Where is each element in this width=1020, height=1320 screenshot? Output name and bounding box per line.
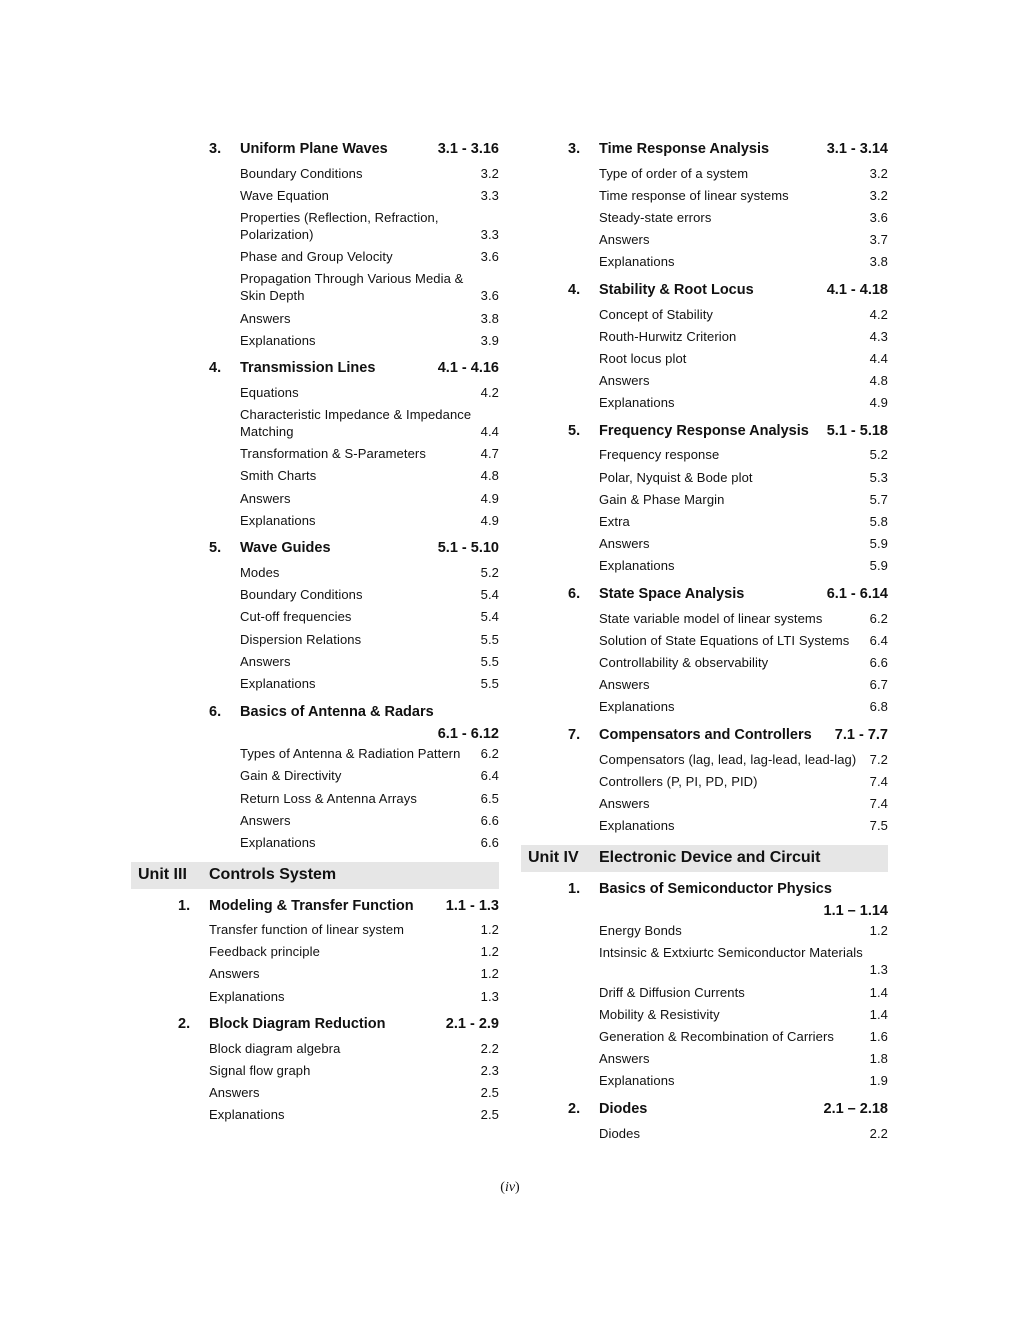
chapter-entries bbox=[599, 607, 888, 718]
toc-entry bbox=[599, 1070, 888, 1092]
entry-title: Boundary Conditions bbox=[240, 165, 363, 181]
chapter-number: 4. bbox=[568, 281, 581, 298]
toc-entry bbox=[240, 307, 499, 329]
toc-entry bbox=[209, 941, 499, 963]
toc-entry bbox=[599, 981, 888, 1003]
entry-title: Signal flow graph bbox=[209, 1063, 311, 1079]
unit-iv-header bbox=[521, 845, 888, 872]
chapter-number: 2. bbox=[568, 1101, 581, 1117]
entry-title: Frequency response bbox=[599, 447, 720, 463]
toc-entry bbox=[599, 607, 888, 629]
toc-entry bbox=[209, 919, 499, 941]
chapter-heading bbox=[178, 895, 499, 917]
toc-entry bbox=[240, 743, 499, 765]
chapter-page-range: 1.1 – 1.14 bbox=[823, 902, 888, 919]
toc-entry bbox=[599, 792, 888, 814]
entry-page-number: 5.5 bbox=[480, 653, 499, 669]
toc-entry bbox=[240, 487, 499, 509]
chapter-heading bbox=[568, 138, 888, 160]
toc-entry bbox=[599, 466, 888, 488]
entry-page-number: 5.2 bbox=[869, 447, 888, 463]
toc-entry bbox=[599, 674, 888, 696]
chapter-heading bbox=[209, 138, 499, 160]
toc-entry bbox=[209, 1037, 499, 1059]
entry-title: Explanations bbox=[599, 558, 675, 574]
toc-entry bbox=[599, 370, 888, 392]
chapter-heading bbox=[568, 724, 888, 746]
entry-title: Answers bbox=[599, 1051, 650, 1067]
right-chapters-group bbox=[521, 138, 888, 837]
entry-page-number: 5.4 bbox=[480, 609, 499, 625]
toc-entry bbox=[599, 510, 888, 532]
entry-title: Explanations bbox=[240, 675, 316, 691]
entry-page-number: 3.2 bbox=[869, 165, 888, 181]
toc-entry bbox=[240, 162, 499, 184]
toc-entry bbox=[240, 561, 499, 583]
entry-page-number: 3.9 bbox=[480, 332, 499, 348]
entry-title: Properties (Reflection, Refraction, Polarization) bbox=[240, 209, 439, 242]
entry-page-number: 5.2 bbox=[480, 565, 499, 581]
toc-entry bbox=[599, 1025, 888, 1047]
toc-entry bbox=[240, 443, 499, 465]
entry-title: Controllers (P, PI, PD, PID) bbox=[599, 773, 758, 789]
unit-label: Unit IV bbox=[528, 849, 579, 867]
entry-page-number: 1.2 bbox=[480, 966, 499, 982]
entry-title: Diodes bbox=[599, 1125, 641, 1141]
chapter-page-range: 5.1 - 5.18 bbox=[826, 422, 888, 439]
chapter-heading bbox=[568, 420, 888, 442]
entry-title: State variable model of linear systems bbox=[599, 610, 823, 626]
toc-entry bbox=[599, 555, 888, 577]
unit-label: Unit III bbox=[138, 866, 187, 883]
entry-page-number: 6.5 bbox=[480, 790, 499, 806]
entry-page-number: 4.4 bbox=[869, 350, 888, 366]
entry-page-number: 4.4 bbox=[480, 424, 499, 440]
toc-chapter bbox=[568, 878, 888, 1092]
chapter-heading bbox=[568, 1098, 888, 1120]
entry-title: Explanations bbox=[599, 395, 675, 411]
entry-title: Answers bbox=[599, 677, 650, 693]
chapter-entries bbox=[599, 162, 888, 273]
chapter-number: 1. bbox=[178, 897, 191, 914]
chapter-heading bbox=[568, 583, 888, 605]
toc-entry bbox=[599, 229, 888, 251]
entry-title: Answers bbox=[240, 490, 291, 506]
toc-entry bbox=[599, 392, 888, 414]
entry-page-number: 4.9 bbox=[480, 512, 499, 528]
entry-page-number: 7.2 bbox=[869, 751, 888, 767]
entry-title: Answers bbox=[240, 812, 291, 828]
entry-page-number: 1.4 bbox=[869, 984, 888, 1000]
entry-title: Intsinsic & Extxiurtc Semiconductor Materials bbox=[599, 945, 863, 961]
chapter-page-range: 6.1 - 6.14 bbox=[826, 586, 888, 602]
chapter-entries bbox=[240, 162, 499, 351]
chapter-entries bbox=[240, 743, 499, 854]
toc-entry bbox=[599, 1048, 888, 1070]
entry-title: Answers bbox=[599, 373, 650, 389]
toc-entry bbox=[599, 1122, 888, 1144]
chapter-page-range: 6.1 - 6.12 bbox=[437, 725, 499, 742]
entry-title: Answers bbox=[599, 232, 650, 248]
chapter-page-range: 3.1 - 3.16 bbox=[437, 141, 499, 157]
toc-chapter bbox=[568, 583, 888, 718]
entry-title: Polar, Nyquist & Bode plot bbox=[599, 469, 753, 485]
entry-page-number: 1.3 bbox=[480, 988, 499, 1004]
entry-page-number: 6.2 bbox=[869, 610, 888, 626]
chapter-number: 5. bbox=[568, 422, 581, 439]
toc-entry bbox=[209, 1104, 499, 1126]
toc-entry bbox=[599, 488, 888, 510]
entry-title: Answers bbox=[240, 653, 291, 669]
entry-title: Transfer function of linear system bbox=[209, 922, 405, 938]
entry-page-number: 5.5 bbox=[480, 631, 499, 647]
entry-page-number: 5.3 bbox=[869, 469, 888, 485]
chapter-entries bbox=[599, 444, 888, 577]
entry-title: Driff & Diffusion Currents bbox=[599, 984, 745, 1000]
entry-title: Time response of linear systems bbox=[599, 187, 789, 203]
chapter-number: 6. bbox=[209, 703, 222, 720]
toc-entry bbox=[599, 748, 888, 770]
chapter-number: 3. bbox=[568, 141, 581, 157]
entry-page-number: 5.5 bbox=[480, 675, 499, 691]
entry-title: Explanations bbox=[240, 332, 316, 348]
chapter-entries bbox=[599, 748, 888, 837]
entry-page-number: 1.4 bbox=[869, 1006, 888, 1022]
toc-chapter bbox=[568, 279, 888, 414]
entry-title: Answers bbox=[209, 966, 260, 982]
entry-title: Routh-Hurwitz Criterion bbox=[599, 328, 737, 344]
entry-title: Cut-off frequencies bbox=[240, 609, 352, 625]
toc-entry bbox=[599, 651, 888, 673]
entry-page-number: 1.2 bbox=[480, 922, 499, 938]
chapter-entries bbox=[599, 920, 888, 1092]
toc-right-column bbox=[521, 138, 888, 1150]
entry-page-number: 4.7 bbox=[480, 446, 499, 462]
entry-title: Explanations bbox=[240, 834, 316, 850]
entry-title: Extra bbox=[599, 514, 630, 530]
toc-entry bbox=[240, 606, 499, 628]
chapter-title: Basics of Antenna & Radars bbox=[240, 703, 434, 720]
entry-page-number: 3.2 bbox=[480, 165, 499, 181]
chapter-title: Wave Guides bbox=[240, 540, 331, 557]
chapter-page-range: 5.1 - 5.10 bbox=[437, 540, 499, 557]
toc-entry bbox=[599, 533, 888, 555]
entry-page-number: 5.9 bbox=[869, 536, 888, 552]
chapter-number: 7. bbox=[568, 726, 581, 743]
entry-page-number: 2.3 bbox=[480, 1063, 499, 1079]
entry-page-number: 7.4 bbox=[869, 773, 888, 789]
entry-title: Equations bbox=[240, 384, 299, 400]
entry-page-number: 4.9 bbox=[480, 490, 499, 506]
entry-page-number: 3.8 bbox=[480, 310, 499, 326]
chapter-entries bbox=[240, 381, 499, 531]
toc-entry bbox=[240, 381, 499, 403]
toc-entry bbox=[240, 184, 499, 206]
toc-entry bbox=[599, 770, 888, 792]
unit-iv-chapters bbox=[521, 878, 888, 1145]
entry-title: Type of order of a system bbox=[599, 165, 749, 181]
toc-entry bbox=[209, 1082, 499, 1104]
toc-entry bbox=[240, 329, 499, 351]
chapter-number: 2. bbox=[178, 1016, 191, 1033]
toc-entry bbox=[599, 303, 888, 325]
entry-title: Dispersion Relations bbox=[240, 631, 362, 647]
toc-entry bbox=[240, 672, 499, 694]
chapter-number: 4. bbox=[209, 360, 222, 377]
chapter-page-range: 1.1 - 1.3 bbox=[445, 897, 499, 914]
entry-page-number: 4.3 bbox=[869, 328, 888, 344]
toc-chapter bbox=[568, 138, 888, 273]
entry-page-number: 1.2 bbox=[869, 923, 888, 939]
chapter-entries bbox=[209, 1037, 499, 1126]
entry-title: Characteristic Impedance & Impedance Matching bbox=[240, 407, 472, 440]
toc-entry bbox=[599, 815, 888, 837]
entry-page-number: 4.8 bbox=[869, 373, 888, 389]
entry-page-number: 6.6 bbox=[869, 654, 888, 670]
entry-page-number: 3.3 bbox=[480, 187, 499, 203]
left-chapters-group bbox=[131, 138, 499, 854]
entry-title: Answers bbox=[599, 795, 650, 811]
entry-page-number: 7.4 bbox=[869, 795, 888, 811]
chapter-title: Transmission Lines bbox=[240, 360, 376, 377]
page-number: (iv) bbox=[500, 1180, 520, 1195]
entry-title: Explanations bbox=[599, 818, 675, 834]
toc-chapter bbox=[209, 357, 499, 531]
toc-entry bbox=[209, 1059, 499, 1081]
entry-page-number: 3.8 bbox=[869, 254, 888, 270]
entry-title: Explanations bbox=[240, 512, 316, 528]
chapter-page-range: 4.1 - 4.16 bbox=[437, 360, 499, 377]
entry-title: Propagation Through Various Media & Skin Depth bbox=[240, 271, 464, 304]
chapter-title: Stability & Root Locus bbox=[599, 281, 754, 298]
toc-entry bbox=[599, 629, 888, 651]
entry-page-number: 5.8 bbox=[869, 514, 888, 530]
chapter-heading bbox=[209, 701, 499, 723]
chapter-title: Block Diagram Reduction bbox=[209, 1016, 386, 1033]
entry-page-number: 3.6 bbox=[480, 288, 499, 304]
toc-chapter bbox=[568, 420, 888, 577]
entry-title: Return Loss & Antenna Arrays bbox=[240, 790, 417, 806]
entry-page-number: 6.4 bbox=[480, 768, 499, 784]
entry-title: Solution of State Equations of LTI Systems bbox=[599, 632, 850, 648]
entry-title: Wave Equation bbox=[240, 187, 329, 203]
entry-page-number: 1.3 bbox=[869, 962, 888, 978]
entry-page-number: 6.8 bbox=[869, 699, 888, 715]
entry-title: Gain & Phase Margin bbox=[599, 491, 725, 507]
entry-title: Mobility & Resistivity bbox=[599, 1006, 720, 1022]
toc-chapter bbox=[568, 1098, 888, 1144]
entry-title: Controllability & observability bbox=[599, 654, 769, 670]
toc-entry bbox=[209, 985, 499, 1007]
entry-page-number: 2.5 bbox=[480, 1107, 499, 1123]
chapter-page-range: 4.1 - 4.18 bbox=[826, 281, 888, 298]
chapter-title: Time Response Analysis bbox=[599, 141, 770, 157]
entry-page-number: 4.9 bbox=[869, 395, 888, 411]
chapter-entries bbox=[240, 561, 499, 694]
entry-page-number: 5.7 bbox=[869, 491, 888, 507]
entry-title: Explanations bbox=[209, 1107, 285, 1123]
entry-page-number: 6.6 bbox=[480, 812, 499, 828]
chapter-number: 5. bbox=[209, 540, 222, 557]
entry-title: Steady-state errors bbox=[599, 209, 712, 225]
toc-entry bbox=[599, 251, 888, 273]
chapter-page-range: 7.1 - 7.7 bbox=[834, 726, 888, 743]
toc-chapter bbox=[209, 537, 499, 694]
toc-chapter bbox=[209, 138, 499, 351]
chapter-heading bbox=[568, 279, 888, 301]
chapter-title: State Space Analysis bbox=[599, 586, 745, 602]
entry-title: Phase and Group Velocity bbox=[240, 249, 393, 265]
chapter-entries bbox=[599, 303, 888, 414]
toc-entry bbox=[240, 246, 499, 268]
unit-title: Controls System bbox=[209, 866, 337, 883]
entry-page-number: 6.6 bbox=[480, 834, 499, 850]
toc-entry bbox=[209, 963, 499, 985]
toc-entry bbox=[599, 162, 888, 184]
chapter-number: 1. bbox=[568, 880, 581, 897]
entry-title: Answers bbox=[209, 1085, 260, 1101]
unit-iii-header bbox=[131, 862, 499, 889]
toc-entry bbox=[240, 628, 499, 650]
entry-title: Root locus plot bbox=[599, 350, 687, 366]
toc-entry bbox=[240, 831, 499, 853]
entry-page-number: 2.2 bbox=[869, 1125, 888, 1141]
chapter-number: 6. bbox=[568, 586, 581, 602]
toc-entry bbox=[240, 465, 499, 487]
chapter-entries bbox=[209, 919, 499, 1008]
entry-title: Gain & Directivity bbox=[240, 768, 342, 784]
page-number-value: iv bbox=[504, 1180, 516, 1195]
entry-page-number: 3.3 bbox=[480, 226, 499, 242]
entry-page-number: 1.9 bbox=[869, 1073, 888, 1089]
entry-page-number: 3.7 bbox=[869, 232, 888, 248]
chapter-title: Modeling & Transfer Function bbox=[209, 897, 414, 914]
entry-page-number: 2.2 bbox=[480, 1040, 499, 1056]
entry-title: Energy Bonds bbox=[599, 923, 682, 939]
entry-page-number: 3.2 bbox=[869, 187, 888, 203]
entry-title: Answers bbox=[599, 536, 650, 552]
entry-title: Boundary Conditions bbox=[240, 587, 363, 603]
toc-entry bbox=[599, 696, 888, 718]
toc-entry bbox=[240, 809, 499, 831]
toc-entry bbox=[240, 404, 499, 443]
toc-entry bbox=[240, 650, 499, 672]
chapter-title: Diodes bbox=[599, 1101, 648, 1117]
entry-page-number: 4.2 bbox=[480, 384, 499, 400]
chapter-entries bbox=[599, 1122, 888, 1144]
toc-entry bbox=[240, 765, 499, 787]
entry-page-number: 2.5 bbox=[480, 1085, 499, 1101]
toc-entry bbox=[599, 206, 888, 228]
entry-title: Smith Charts bbox=[240, 468, 317, 484]
toc-entry bbox=[599, 347, 888, 369]
entry-page-number: 3.6 bbox=[869, 209, 888, 225]
entry-page-number: 3.6 bbox=[480, 249, 499, 265]
entry-page-number: 1.2 bbox=[480, 944, 499, 960]
entry-page-number: 1.8 bbox=[869, 1051, 888, 1067]
entry-title: Explanations bbox=[599, 1073, 675, 1089]
chapter-heading bbox=[568, 878, 888, 900]
entry-title: Block diagram algebra bbox=[209, 1040, 341, 1056]
chapter-page-range: 3.1 - 3.14 bbox=[826, 141, 888, 157]
toc-entry bbox=[599, 325, 888, 347]
toc-entry bbox=[240, 584, 499, 606]
entry-page-number: 6.2 bbox=[480, 746, 499, 762]
entry-page-number: 6.4 bbox=[869, 632, 888, 648]
entry-page-number: 5.4 bbox=[480, 587, 499, 603]
chapter-number: 3. bbox=[209, 141, 222, 157]
toc-entry bbox=[240, 787, 499, 809]
entry-title: Modes bbox=[240, 565, 280, 581]
entry-title: Explanations bbox=[599, 699, 675, 715]
entry-title: Compensators (lag, lead, lag-lead, lead-lag) bbox=[599, 751, 857, 767]
entry-page-number: 4.8 bbox=[480, 468, 499, 484]
toc-entry bbox=[240, 268, 499, 307]
toc-entry bbox=[240, 509, 499, 531]
toc-entry bbox=[599, 1003, 888, 1025]
entry-title: Answers bbox=[240, 310, 291, 326]
entry-title: Types of Antenna & Radiation Pattern bbox=[240, 746, 461, 762]
chapter-page-range: 2.1 - 2.9 bbox=[445, 1016, 499, 1033]
entry-title: Concept of Stability bbox=[599, 306, 714, 322]
entry-title: Generation & Recombination of Carriers bbox=[599, 1029, 835, 1045]
chapter-title: Compensators and Controllers bbox=[599, 726, 812, 743]
chapter-heading bbox=[178, 1013, 499, 1035]
unit-title: Electronic Device and Circuit bbox=[599, 849, 821, 867]
chapter-heading bbox=[209, 357, 499, 379]
unit-iii-chapters bbox=[131, 895, 499, 1127]
entry-title: Explanations bbox=[209, 988, 285, 1004]
toc-entry bbox=[599, 444, 888, 466]
entry-page-number: 4.2 bbox=[869, 306, 888, 322]
toc-entry bbox=[240, 206, 499, 245]
chapter-title: Uniform Plane Waves bbox=[240, 141, 388, 157]
chapter-title: Frequency Response Analysis bbox=[599, 422, 809, 439]
entry-page-number: 5.9 bbox=[869, 558, 888, 574]
toc-entry bbox=[599, 920, 888, 942]
chapter-title: Basics of Semiconductor Physics bbox=[599, 880, 832, 897]
chapter-heading bbox=[209, 537, 499, 559]
toc-entry bbox=[599, 942, 888, 981]
toc-chapter bbox=[568, 724, 888, 837]
entry-page-number: 1.6 bbox=[869, 1029, 888, 1045]
toc-chapter bbox=[178, 895, 499, 1008]
toc-left-column bbox=[131, 138, 499, 1132]
entry-page-number: 6.7 bbox=[869, 677, 888, 693]
toc-chapter bbox=[209, 701, 499, 854]
chapter-page-range: 2.1 – 2.18 bbox=[823, 1101, 888, 1117]
entry-title: Transformation & S-Parameters bbox=[240, 446, 426, 462]
toc-entry bbox=[599, 184, 888, 206]
entry-page-number: 7.5 bbox=[869, 818, 888, 834]
entry-title: Explanations bbox=[599, 254, 675, 270]
entry-title: Feedback principle bbox=[209, 944, 320, 960]
toc-chapter bbox=[178, 1013, 499, 1126]
